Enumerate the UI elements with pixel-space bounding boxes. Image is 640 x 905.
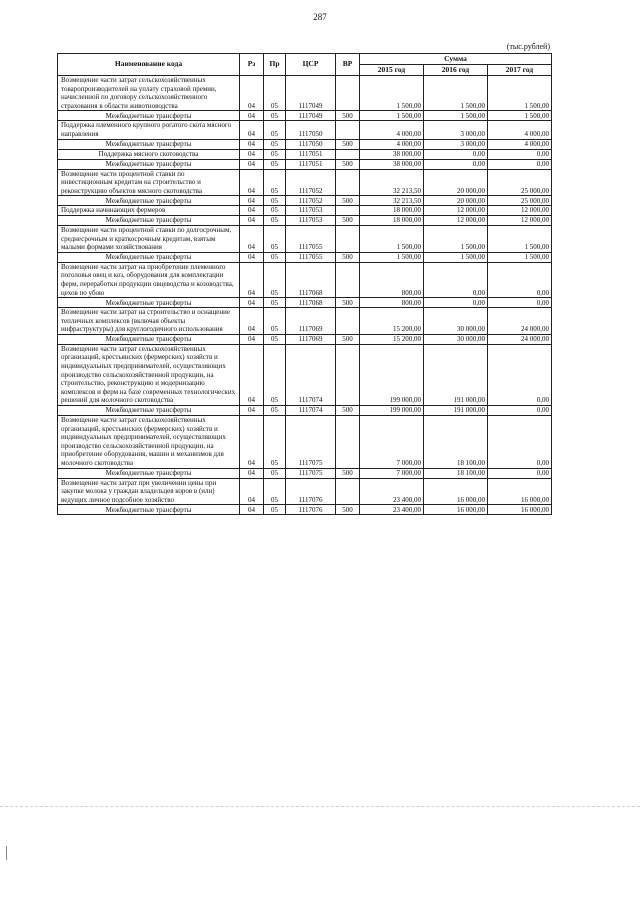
cell-2016: 0,00 xyxy=(424,149,488,159)
cell-2015: 800,00 xyxy=(360,298,424,308)
header-vr: ВР xyxy=(336,54,360,76)
cell-rz: 04 xyxy=(240,215,264,225)
header-name: Наименование кода xyxy=(58,54,240,76)
cell-rz: 04 xyxy=(240,406,264,416)
cell-rz: 04 xyxy=(240,225,264,252)
cell-pr: 05 xyxy=(264,111,286,121)
header-2017: 2017 год xyxy=(488,65,552,76)
cell-name: Поддержка племенного крупного рогатого скота мясного направления xyxy=(58,121,240,139)
cell-csr: 1117055 xyxy=(286,252,336,262)
table-row xyxy=(58,149,552,159)
cell-rz: 04 xyxy=(240,478,264,505)
cell-2015: 38 000,00 xyxy=(360,149,424,159)
cell-2016: 3 000,00 xyxy=(424,121,488,139)
cell-rz: 04 xyxy=(240,344,264,405)
cell-2017: 12 000,00 xyxy=(488,206,552,216)
cell-csr: 1117052 xyxy=(286,169,336,196)
cell-2017: 4 000,00 xyxy=(488,121,552,139)
cell-rz: 04 xyxy=(240,505,264,515)
cell-vr xyxy=(336,206,360,216)
cell-pr: 05 xyxy=(264,196,286,206)
cell-vr xyxy=(336,308,360,335)
cell-2015: 4 000,00 xyxy=(360,139,424,149)
cell-pr: 05 xyxy=(264,298,286,308)
header-pr: Пр xyxy=(264,54,286,76)
cell-2017: 16 000,00 xyxy=(488,478,552,505)
cell-vr: 500 xyxy=(336,111,360,121)
cell-vr xyxy=(336,76,360,111)
cell-2017: 24 000,00 xyxy=(488,308,552,335)
cell-2017: 16 000,00 xyxy=(488,505,552,515)
cell-csr: 1117075 xyxy=(286,468,336,478)
cell-pr: 05 xyxy=(264,159,286,169)
cell-2015: 199 000,00 xyxy=(360,344,424,405)
table-row xyxy=(58,111,552,121)
cell-name: Межбюджетные трансферты xyxy=(58,196,240,206)
cell-csr: 1117074 xyxy=(286,344,336,405)
cell-rz: 04 xyxy=(240,111,264,121)
cell-pr: 05 xyxy=(264,121,286,139)
cell-csr: 1117052 xyxy=(286,196,336,206)
cell-2015: 4 000,00 xyxy=(360,121,424,139)
header-csr: ЦСР xyxy=(286,54,336,76)
units-note: (тыс.рублей) xyxy=(506,42,550,51)
cell-vr xyxy=(336,225,360,252)
cell-csr: 1117055 xyxy=(286,225,336,252)
cell-2015: 32 213,50 xyxy=(360,169,424,196)
cell-csr: 1117050 xyxy=(286,139,336,149)
cell-2017: 25 000,00 xyxy=(488,196,552,206)
cell-2016: 1 500,00 xyxy=(424,225,488,252)
cell-rz: 04 xyxy=(240,76,264,111)
cell-pr: 05 xyxy=(264,76,286,111)
cell-name: Возмещение части затрат при увеличении цены при закупке молока у граждан владельцев коров в (или) ведущих личное подсобное хозяйство xyxy=(58,478,240,505)
cell-name: Межбюджетные трансферты xyxy=(58,252,240,262)
cell-name: Межбюджетные трансферты xyxy=(58,406,240,416)
cell-vr xyxy=(336,416,360,469)
cell-2015: 23 400,00 xyxy=(360,478,424,505)
cell-csr: 1117049 xyxy=(286,76,336,111)
table-row xyxy=(58,505,552,515)
table-row xyxy=(58,334,552,344)
cell-2015: 7 000,00 xyxy=(360,416,424,469)
cell-2017: 0,00 xyxy=(488,298,552,308)
table-row xyxy=(58,169,552,196)
cell-2016: 20 000,00 xyxy=(424,169,488,196)
cell-name: Межбюджетные трансферты xyxy=(58,468,240,478)
cell-name: Межбюджетные трансферты xyxy=(58,505,240,515)
cell-2015: 1 500,00 xyxy=(360,76,424,111)
cell-2016: 16 000,00 xyxy=(424,505,488,515)
cell-vr xyxy=(336,344,360,405)
cell-vr: 500 xyxy=(336,252,360,262)
cell-csr: 1117068 xyxy=(286,298,336,308)
cell-2017: 0,00 xyxy=(488,416,552,469)
cell-2017: 1 500,00 xyxy=(488,111,552,121)
cell-2015: 32 213,50 xyxy=(360,196,424,206)
cell-name: Возмещение части затрат на приобретение племенного поголовья овец и коз, оборудования для комплектации ферм, переработки продукции овцеводства и козоводства, цехов по убою xyxy=(58,262,240,297)
cell-csr: 1117076 xyxy=(286,505,336,515)
cell-2015: 15 200,00 xyxy=(360,308,424,335)
cell-pr: 05 xyxy=(264,262,286,297)
header-rz: Рз xyxy=(240,54,264,76)
cell-csr: 1117049 xyxy=(286,111,336,121)
cell-vr: 500 xyxy=(336,468,360,478)
table-row xyxy=(58,121,552,139)
cell-2017: 1 500,00 xyxy=(488,252,552,262)
table-row xyxy=(58,416,552,469)
cell-vr xyxy=(336,478,360,505)
table-row xyxy=(58,478,552,505)
cell-2016: 0,00 xyxy=(424,159,488,169)
header-2016: 2016 год xyxy=(424,65,488,76)
table-row xyxy=(58,468,552,478)
cell-rz: 04 xyxy=(240,468,264,478)
cell-name: Межбюджетные трансферты xyxy=(58,139,240,149)
cell-rz: 04 xyxy=(240,149,264,159)
cell-2016: 0,00 xyxy=(424,298,488,308)
table-row xyxy=(58,196,552,206)
cell-csr: 1117053 xyxy=(286,215,336,225)
cell-pr: 05 xyxy=(264,225,286,252)
cell-name: Поддержка начинающих фермеров xyxy=(58,206,240,216)
cell-2016: 1 500,00 xyxy=(424,252,488,262)
cell-name: Возмещение части затрат на строительство и оснащение тепличных комплексов (включая объекты инфраструктуры) для круглогодичного использования xyxy=(58,308,240,335)
cell-2016: 16 000,00 xyxy=(424,478,488,505)
table-row xyxy=(58,225,552,252)
cell-2016: 18 100,00 xyxy=(424,416,488,469)
cell-name: Возмещение части затрат сельскохозяйственных организаций, крестьянских (фермерских) хозяйств и индивидуальных предпринимателей, осуществляющих производство сельскохозяйственной продукции, на приобретение оборудования, машин и механизмов для молочного скотоводства xyxy=(58,416,240,469)
header-sum: Сумма xyxy=(360,54,552,65)
cell-rz: 04 xyxy=(240,139,264,149)
cell-name: Межбюджетные трансферты xyxy=(58,334,240,344)
cell-2015: 38 000,00 xyxy=(360,159,424,169)
cell-name: Поддержка мясного скотоводства xyxy=(58,149,240,159)
table-row xyxy=(58,344,552,405)
cell-vr: 500 xyxy=(336,139,360,149)
cell-vr: 500 xyxy=(336,159,360,169)
cell-vr: 500 xyxy=(336,298,360,308)
cell-name: Межбюджетные трансферты xyxy=(58,159,240,169)
cell-2016: 18 100,00 xyxy=(424,468,488,478)
cell-vr xyxy=(336,149,360,159)
cell-csr: 1117075 xyxy=(286,416,336,469)
cell-pr: 05 xyxy=(264,169,286,196)
cell-vr xyxy=(336,262,360,297)
cell-2016: 30 000,00 xyxy=(424,308,488,335)
table-body xyxy=(58,76,552,515)
cell-2017: 25 000,00 xyxy=(488,169,552,196)
cell-rz: 04 xyxy=(240,159,264,169)
budget-table xyxy=(57,53,552,515)
cell-pr: 05 xyxy=(264,252,286,262)
cell-2016: 12 000,00 xyxy=(424,206,488,216)
cell-2017: 12 000,00 xyxy=(488,215,552,225)
cell-csr: 1117051 xyxy=(286,149,336,159)
cell-2016: 1 500,00 xyxy=(424,111,488,121)
cell-2016: 12 000,00 xyxy=(424,215,488,225)
table-header xyxy=(58,54,552,76)
table-row xyxy=(58,406,552,416)
cell-pr: 05 xyxy=(264,308,286,335)
cell-2016: 191 000,00 xyxy=(424,344,488,405)
cell-name: Межбюджетные трансферты xyxy=(58,111,240,121)
cell-pr: 05 xyxy=(264,468,286,478)
cell-rz: 04 xyxy=(240,252,264,262)
cell-2016: 0,00 xyxy=(424,262,488,297)
cell-2017: 0,00 xyxy=(488,406,552,416)
cell-rz: 04 xyxy=(240,308,264,335)
cell-2016: 30 000,00 xyxy=(424,334,488,344)
cell-rz: 04 xyxy=(240,416,264,469)
cell-pr: 05 xyxy=(264,149,286,159)
cell-csr: 1117053 xyxy=(286,206,336,216)
table-row xyxy=(58,139,552,149)
cell-2015: 18 000,00 xyxy=(360,215,424,225)
cell-2016: 1 500,00 xyxy=(424,76,488,111)
cell-pr: 05 xyxy=(264,139,286,149)
cell-rz: 04 xyxy=(240,196,264,206)
cell-rz: 04 xyxy=(240,298,264,308)
cell-csr: 1117074 xyxy=(286,406,336,416)
cell-csr: 1117069 xyxy=(286,308,336,335)
cell-2017: 0,00 xyxy=(488,159,552,169)
cell-name: Межбюджетные трансферты xyxy=(58,298,240,308)
cell-csr: 1117069 xyxy=(286,334,336,344)
table-row xyxy=(58,215,552,225)
cell-csr: 1117050 xyxy=(286,121,336,139)
cell-pr: 05 xyxy=(264,416,286,469)
cell-2017: 0,00 xyxy=(488,262,552,297)
cell-2015: 23 400,00 xyxy=(360,505,424,515)
table-row xyxy=(58,252,552,262)
cell-pr: 05 xyxy=(264,334,286,344)
cell-2015: 199 000,00 xyxy=(360,406,424,416)
cell-pr: 05 xyxy=(264,406,286,416)
cell-vr: 500 xyxy=(336,196,360,206)
cell-name: Возмещение части процентной ставки по инвестиционным кредитам на строительство и реконструкцию объектов мясного скотоводства xyxy=(58,169,240,196)
header-2015: 2015 год xyxy=(360,65,424,76)
cell-2016: 191 000,00 xyxy=(424,406,488,416)
cell-2015: 18 000,00 xyxy=(360,206,424,216)
cell-2016: 20 000,00 xyxy=(424,196,488,206)
table-row xyxy=(58,159,552,169)
cell-pr: 05 xyxy=(264,206,286,216)
cell-2015: 7 000,00 xyxy=(360,468,424,478)
table-row xyxy=(58,76,552,111)
table-row xyxy=(58,298,552,308)
cell-rz: 04 xyxy=(240,121,264,139)
cell-rz: 04 xyxy=(240,334,264,344)
cell-pr: 05 xyxy=(264,344,286,405)
cell-vr: 500 xyxy=(336,334,360,344)
cell-name: Межбюджетные трансферты xyxy=(58,215,240,225)
cell-2017: 1 500,00 xyxy=(488,225,552,252)
cell-2015: 15 200,00 xyxy=(360,334,424,344)
cell-2017: 0,00 xyxy=(488,149,552,159)
cell-name: Возмещение части затрат сельскохозяйственных организаций, крестьянских (фермерских) хозяйств и индивидуальных предпринимателей, осуществляющих производство сельскохозяйственной продукции, на строительство, реконструкцию и модернизацию комплексов и ферм на базе современных технологических решений для молочного скотоводства xyxy=(58,344,240,405)
cell-2015: 800,00 xyxy=(360,262,424,297)
scan-mark xyxy=(6,846,7,860)
cell-vr: 500 xyxy=(336,215,360,225)
cell-csr: 1117051 xyxy=(286,159,336,169)
table-row xyxy=(58,308,552,335)
cell-csr: 1117068 xyxy=(286,262,336,297)
cell-pr: 05 xyxy=(264,505,286,515)
cell-2016: 3 000,00 xyxy=(424,139,488,149)
cell-vr: 500 xyxy=(336,505,360,515)
cell-csr: 1117076 xyxy=(286,478,336,505)
scan-divider xyxy=(0,806,640,807)
cell-rz: 04 xyxy=(240,169,264,196)
cell-2017: 24 000,00 xyxy=(488,334,552,344)
cell-2015: 1 500,00 xyxy=(360,252,424,262)
cell-name: Возмещение части затрат сельскохозяйственных товаропроизводителей на уплату страховой премии, начисленной по договору сельскохозяйственного страхования в области животноводства xyxy=(58,76,240,111)
cell-pr: 05 xyxy=(264,478,286,505)
cell-vr xyxy=(336,169,360,196)
cell-vr xyxy=(336,121,360,139)
cell-2017: 1 500,00 xyxy=(488,76,552,111)
cell-2015: 1 500,00 xyxy=(360,225,424,252)
cell-2017: 0,00 xyxy=(488,344,552,405)
table-row xyxy=(58,206,552,216)
cell-rz: 04 xyxy=(240,262,264,297)
cell-2017: 4 000,00 xyxy=(488,139,552,149)
cell-2015: 1 500,00 xyxy=(360,111,424,121)
cell-pr: 05 xyxy=(264,215,286,225)
cell-rz: 04 xyxy=(240,206,264,216)
cell-2017: 0,00 xyxy=(488,468,552,478)
page-number: 287 xyxy=(313,12,327,22)
cell-name: Возмещение части процентной ставки по долгосрочным, среднесрочным и краткосрочным кредитам, взятым малыми формами хозяйствования xyxy=(58,225,240,252)
table-row xyxy=(58,262,552,297)
cell-vr: 500 xyxy=(336,406,360,416)
